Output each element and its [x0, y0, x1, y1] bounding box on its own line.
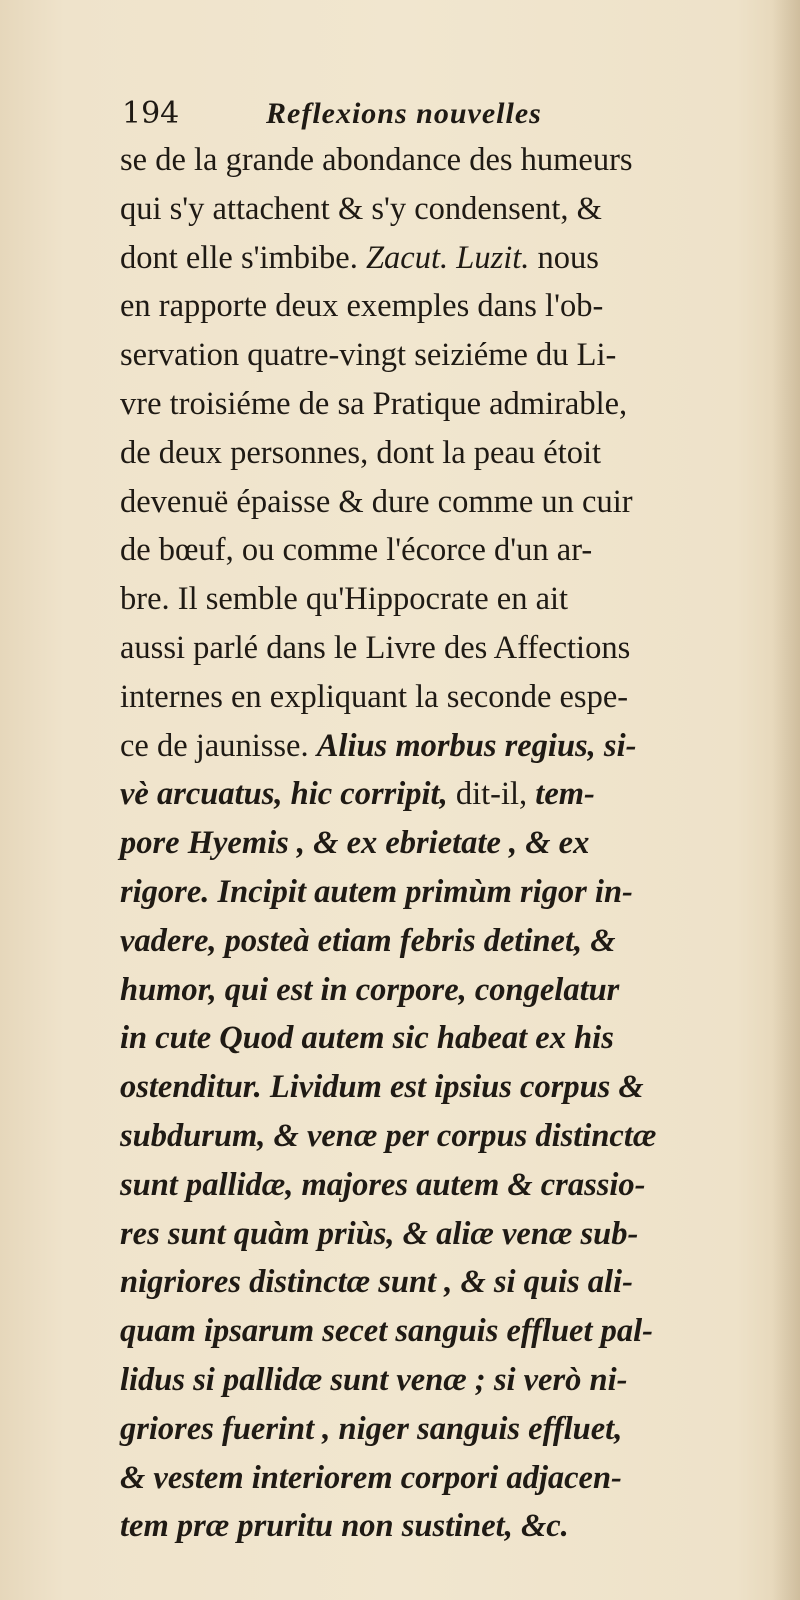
text-run: pore Hyemis , & ex ebrietate , & ex — [120, 825, 590, 862]
text-run: nigriores distinctæ sunt , & si quis ali- — [120, 1264, 633, 1301]
text-line — [120, 185, 780, 234]
running-title: Reflexions nouvelles — [266, 97, 542, 130]
text-line — [120, 136, 780, 185]
text-line — [120, 722, 780, 771]
text-run: vadere, posteà etiam febris detinet, & — [120, 922, 616, 959]
text-run: lidus si pallidæ sunt venæ ; si verò ni- — [120, 1361, 628, 1398]
text-line — [120, 673, 780, 722]
text-run: servation quatre-vingt seiziéme du Li- — [120, 337, 617, 374]
text-run: Alius morbus regius, si- — [316, 727, 637, 764]
text-line — [120, 966, 780, 1015]
text-line — [120, 380, 780, 429]
text-line — [120, 282, 780, 331]
text-line — [120, 478, 780, 527]
text-run: res sunt quàm priùs, & aliæ venæ sub- — [120, 1215, 639, 1252]
text-run: de deux personnes, dont la peau étoit — [120, 434, 602, 471]
text-line — [120, 429, 780, 478]
text-line — [120, 1405, 780, 1454]
text-run: quam ipsarum secet sanguis effluet pal- — [120, 1313, 653, 1350]
text-run: rigore. Incipit autem primùm rigor in- — [120, 873, 633, 910]
text-run: vè arcuatus, hic corripit, — [120, 776, 448, 813]
text-line — [120, 526, 780, 575]
text-run: devenuë épaisse & dure comme un cuir — [120, 483, 633, 520]
text-line — [120, 1112, 780, 1161]
text-line — [120, 1356, 780, 1405]
text-run: & vestem interiorem corpori adjacen- — [120, 1459, 622, 1496]
text-line — [120, 624, 780, 673]
body-text — [120, 136, 780, 1551]
text-run: griores fuerint , niger sanguis effluet, — [120, 1410, 623, 1447]
running-header — [122, 94, 772, 134]
text-run: humor, qui est in corpore, congelatur — [120, 971, 620, 1008]
text-run: bre. Il semble qu'Hippocrate en ait — [120, 581, 569, 618]
text-line — [120, 1258, 780, 1307]
text-line — [120, 868, 780, 917]
text-run: sunt pallidæ, majores autem & crassio- — [120, 1166, 646, 1203]
text-run: aussi parlé dans le Livre des Affections — [120, 629, 631, 666]
text-line — [120, 819, 780, 868]
page-number: 194 — [122, 96, 180, 131]
text-run: se de la grande abondance des humeurs — [120, 142, 633, 178]
text-line — [120, 917, 780, 966]
text-line — [120, 1210, 780, 1259]
text-run: tem præ pruritu non sustinet, &c. — [120, 1508, 569, 1545]
text-line — [120, 575, 780, 624]
text-run: internes en expliquant la seconde espe- — [120, 678, 629, 715]
text-line — [120, 1063, 780, 1112]
text-run: in cute Quod autem sic habeat ex his — [120, 1020, 614, 1057]
text-run: dont elle s'imbibe. — [120, 239, 366, 276]
text-line — [120, 1161, 780, 1210]
text-run: tem- — [535, 776, 595, 813]
text-line — [120, 1502, 780, 1551]
text-run: en rapporte deux exemples dans l'ob- — [120, 288, 604, 325]
text-run: qui s'y attachent & s'y condensent, & — [120, 190, 602, 227]
text-line — [120, 331, 780, 380]
text-line — [120, 1014, 780, 1063]
text-line — [120, 1307, 780, 1356]
text-run: ce de jaunisse. — [120, 727, 317, 764]
text-run: de bœuf, ou comme l'écorce d'un ar- — [120, 532, 593, 569]
text-run: Zacut. Luzit. — [365, 239, 530, 276]
text-run: vre troisiéme de sa Pratique admirable, — [120, 385, 628, 422]
text-run: dit-il, — [447, 776, 536, 813]
text-run: nous — [529, 239, 599, 276]
text-line — [120, 234, 780, 283]
text-line — [120, 1454, 780, 1503]
text-run: subdurum, & venæ per corpus distinctæ — [120, 1117, 657, 1154]
text-line — [120, 770, 780, 819]
text-run: ostenditur. Lividum est ipsius corpus & — [120, 1069, 644, 1106]
